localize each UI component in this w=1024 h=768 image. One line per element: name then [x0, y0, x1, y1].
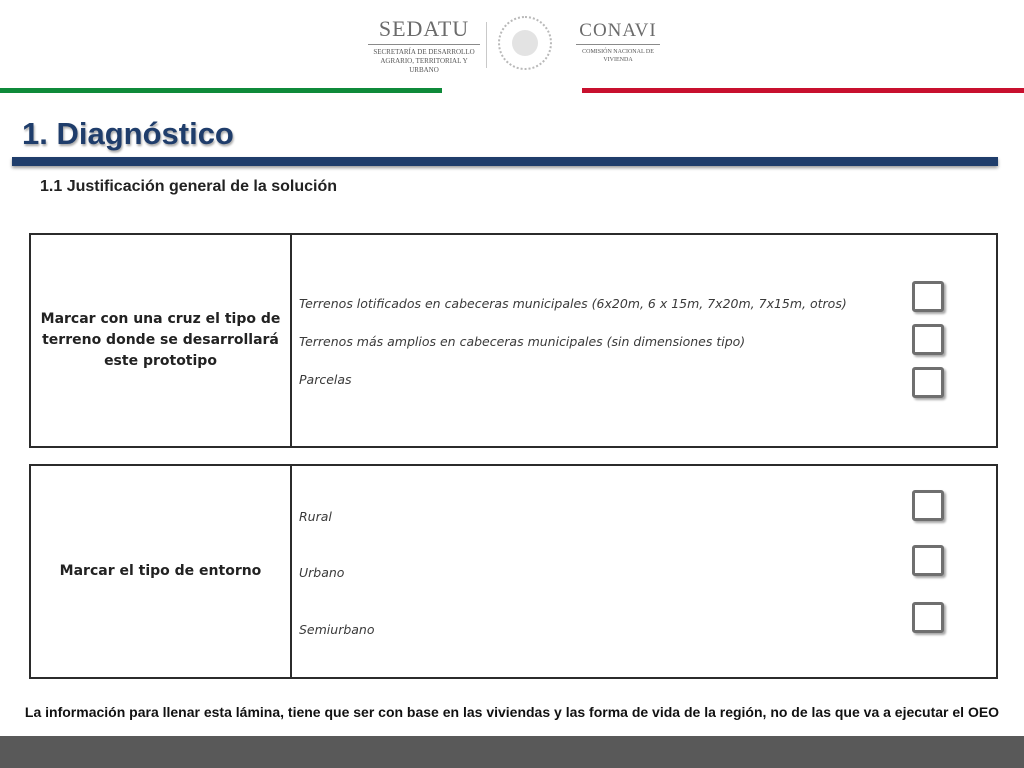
checkbox-semiurbano[interactable] — [912, 602, 944, 633]
footer-note: La información para llenar esta lámina, tiene que ser con base en las viviendas y las forma de vida de la región, no de las que va a ejecutar el OEO — [24, 704, 1000, 720]
title-underline-bar — [12, 157, 998, 166]
option-terrenos-amplios: Terrenos más amplios en cabeceras municipales (sin dimensiones tipo) — [299, 334, 746, 349]
national-seal-icon — [498, 16, 552, 70]
header-stripe-red — [582, 88, 1024, 93]
sedatu-logo-subtitle: SECRETARÍA DE DESARROLLO AGRARIO, TERRITORIAL Y URBANO — [373, 48, 475, 74]
conavi-logo-name: CONAVI — [576, 20, 660, 45]
option-terrenos-lotificados: Terrenos lotificados en cabeceras municipales (6x20m, 6 x 15m, 7x20m, 7x15m, otros) — [299, 296, 847, 311]
checkbox-rural[interactable] — [912, 490, 944, 521]
checkbox-terrenos-amplios[interactable] — [912, 324, 944, 355]
option-urbano: Urbano — [299, 565, 345, 580]
terrain-type-label: Marcar con una cruz el tipo de terreno donde se desarrollará este prototipo — [40, 311, 281, 369]
conavi-logo-subtitle: COMISIÓN NACIONAL DE VIVIENDA — [582, 49, 654, 63]
environment-type-options — [292, 466, 996, 677]
terrain-type-panel — [29, 233, 998, 448]
conavi-logo — [576, 20, 660, 64]
footer-bar — [0, 736, 1024, 768]
terrain-type-options — [292, 235, 996, 446]
option-rural: Rural — [299, 509, 332, 524]
checkbox-parcelas[interactable] — [912, 367, 944, 398]
logo-divider — [486, 22, 487, 68]
terrain-type-label-cell — [31, 235, 292, 446]
checkbox-urbano[interactable] — [912, 545, 944, 576]
page-title: 1. Diagnóstico — [22, 116, 234, 151]
header-stripe-green — [0, 88, 442, 93]
option-semiurbano: Semiurbano — [299, 622, 375, 637]
environment-type-label-cell — [31, 466, 292, 677]
checkbox-terrenos-lotificados[interactable] — [912, 281, 944, 312]
section-subtitle: 1.1 Justificación general de la solución — [40, 178, 337, 195]
sedatu-logo-name: SEDATU — [368, 16, 480, 45]
environment-type-label: Marcar el tipo de entorno — [59, 563, 262, 579]
option-parcelas: Parcelas — [299, 372, 352, 387]
sedatu-logo — [368, 16, 480, 75]
environment-type-panel — [29, 464, 998, 679]
